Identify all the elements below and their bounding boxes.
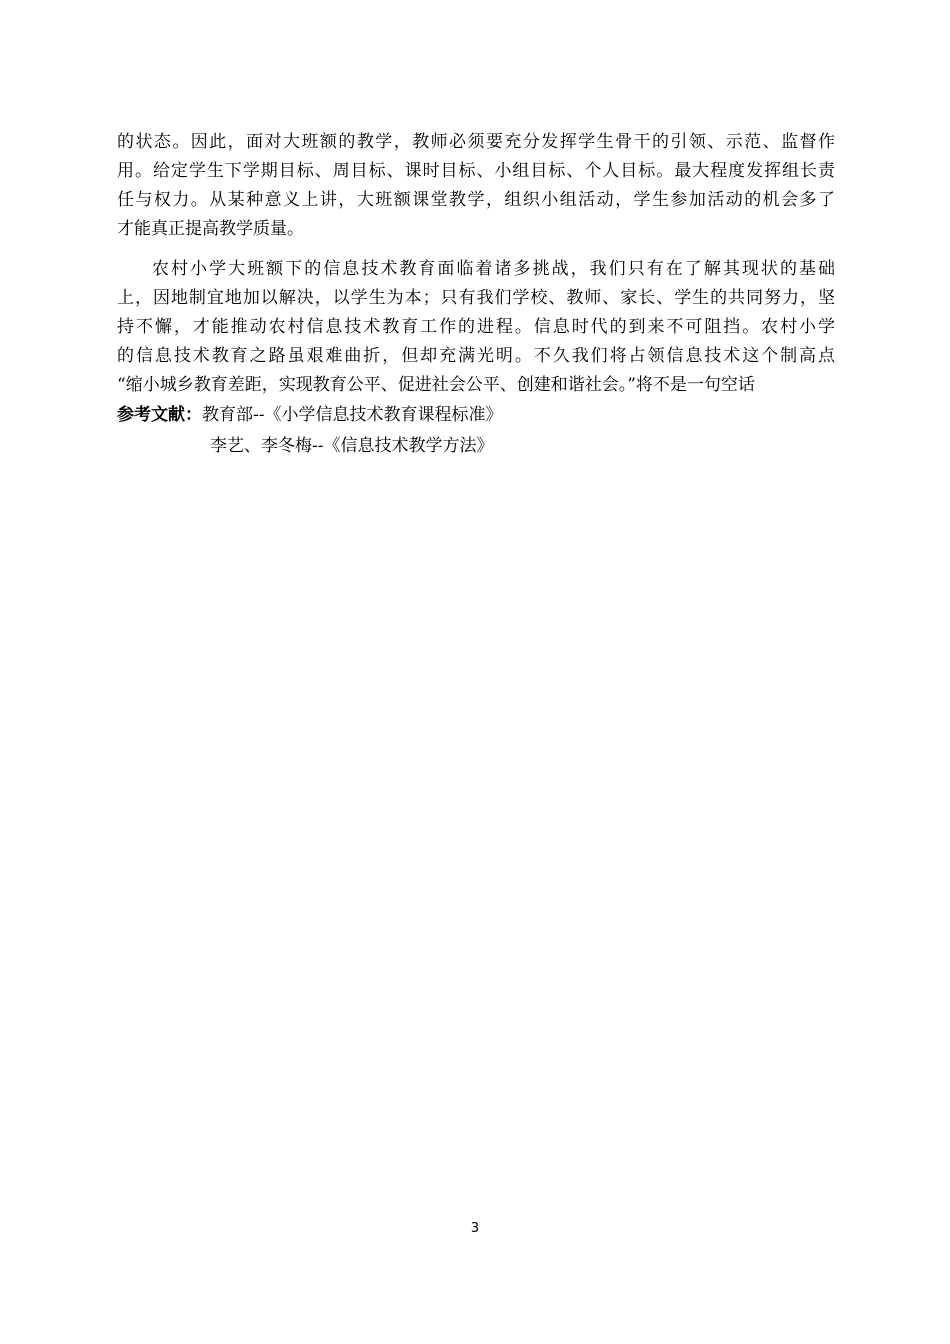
reference-item: 李艺、李冬梅--《信息技术教学方法》 <box>210 436 494 456</box>
paragraph-line: 农村小学大班额下的信息技术教育面临着诸多挑战，我们只有在了解其现状的基础 <box>152 259 835 279</box>
paragraph-line: 任与权力。从某种意义上讲，大班额课堂教学，组织小组活动，学生参加活动的机会多了 <box>117 190 835 210</box>
references <box>117 400 503 430</box>
paragraph-line: 上，因地制宜地加以解决，以学生为本；只有我们学校、教师、家长、学生的共同努力，坚 <box>117 288 835 308</box>
paragraph-line: 的状态。因此，面对大班额的教学，教师必须要充分发挥学生骨干的引领、示范、监督作 <box>117 132 835 152</box>
paragraph-line: 用。给定学生下学期目标、周目标、课时目标、小组目标、个人目标。最大程度发挥组长责 <box>117 161 835 181</box>
page-number: 3 <box>470 1221 480 1236</box>
reference-item: 教育部--《小学信息技术教育课程标准》 <box>202 405 503 425</box>
paragraph-line: “缩小城乡教育差距，实现教育公平、促进社会公平、创建和谐社会。”将不是一句空话 <box>117 375 755 395</box>
paragraph-line: 才能真正提高教学质量。 <box>117 219 304 239</box>
references-label: 参考文献： <box>117 405 202 425</box>
paragraph-line: 持不懈，才能推动农村信息技术教育工作的进程。信息时代的到来不可阻挡。农村小学 <box>117 317 835 337</box>
paragraph-line: 的信息技术教育之路虽艰难曲折，但却充满光明。不久我们将占领信息技术这个制高点 <box>117 346 835 366</box>
